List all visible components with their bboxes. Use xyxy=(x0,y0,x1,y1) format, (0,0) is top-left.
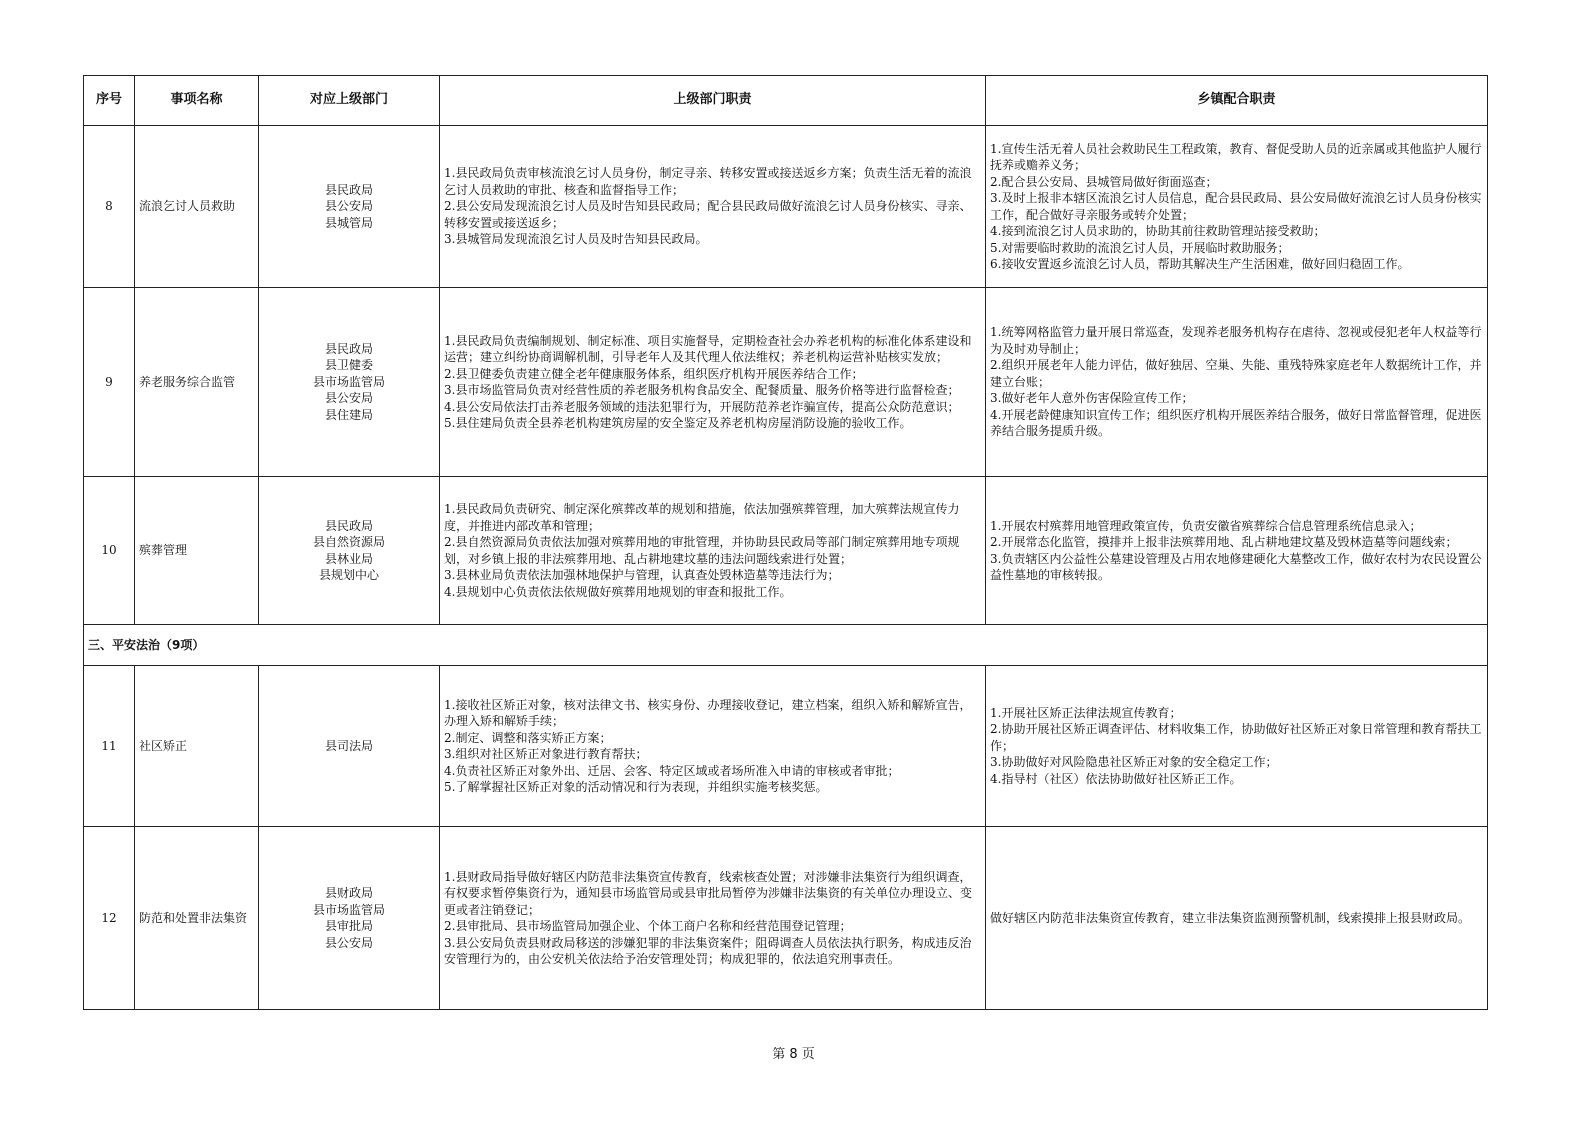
row-item-name: 防范和处置非法集资 xyxy=(135,827,259,1010)
duty-line: 3.组织对社区矫正对象进行教育帮扶； xyxy=(444,747,648,761)
dept: 县市场监管局 xyxy=(312,902,385,917)
section-row xyxy=(84,625,1488,666)
header-town-duty: 乡镇配合职责 xyxy=(986,76,1488,126)
header-upper-duty: 上级部门职责 xyxy=(440,76,986,126)
table-row xyxy=(84,827,1488,1010)
row-no: 11 xyxy=(84,666,135,827)
duty-line: 3.县林业局负责依法加强林地保护与管理，认真查处毁林造墓等违法行为； xyxy=(444,568,840,582)
row-upper-duty xyxy=(440,666,986,827)
dept: 县司法局 xyxy=(324,738,373,753)
duty-line: 2.制定、调整和落实矫正方案； xyxy=(444,730,612,745)
duty-line: 2.县自然资源局负责依法加强对殡葬用地的审批管理，并协助县民政局等部门制定殡葬用地专项规划，对乡镇上报的非法殡葬用地、乱占耕地建坟墓的违法问题线索进行处置； xyxy=(444,535,960,566)
duty-line: 1.统筹网格监管力量开展日常巡查，发现养老服务机构存在虐待、忽视或侵犯老年人权益等行为及时劝导制止； xyxy=(990,325,1482,356)
row-upper-duty xyxy=(440,827,986,1010)
row-upper-duty xyxy=(440,288,986,477)
duty-line: 1.接收社区矫正对象，核对法律文书、核实身份、办理接收登记，建立档案，组织入矫和解矫宣告，办理入矫和解矫手续； xyxy=(444,697,972,728)
row-town-duty xyxy=(986,477,1488,625)
row-no: 8 xyxy=(84,126,135,288)
dept: 县民政局 xyxy=(324,518,373,533)
header-name: 事项名称 xyxy=(135,76,259,126)
row-town-duty xyxy=(986,827,1488,1010)
dept: 县民政局 xyxy=(324,341,373,356)
duty-line: 4.开展老龄健康知识宣传工作；组织医疗机构开展医养结合服务，做好日常监督管理，促进医养结合服务提质升级。 xyxy=(990,407,1482,439)
duty-line: 2.配合县公安局、县城管局做好街面巡查； xyxy=(990,174,1218,189)
duty-line: 6.接收安置返乡流浪乞讨人员，帮助其解决生产生活困难，做好回归稳固工作。 xyxy=(990,257,1410,271)
duty-line: 3.协助做好对风险隐患社区矫正对象的安全稳定工作； xyxy=(990,755,1278,770)
header-no: 序号 xyxy=(84,76,135,126)
dept: 县城管局 xyxy=(324,215,373,230)
row-depts xyxy=(259,477,440,625)
row-no: 12 xyxy=(84,827,135,1010)
duty-line: 做好辖区内防范非法集资宣传教育，建立非法集资监测预警机制，线索摸排上报县财政局。 xyxy=(990,910,1471,925)
duty-line: 4.接到流浪乞讨人员求助的，协助其前往救助管理站接受救助； xyxy=(990,224,1326,238)
row-depts xyxy=(259,126,440,288)
duty-line: 5.了解掌握社区矫正对象的活动情况和行为表现，并组织实施考核奖惩。 xyxy=(444,780,828,794)
table-row xyxy=(84,126,1488,288)
row-depts xyxy=(259,666,440,827)
duty-line: 3.县城管局发现流浪乞讨人员及时告知县民政局。 xyxy=(444,232,708,247)
duty-line: 2.开展常态化监管，摸排并上报非法殡葬用地、乱占耕地建坟墓及毁林造墓等问题线索； xyxy=(990,535,1458,549)
dept: 县自然资源局 xyxy=(312,535,385,549)
duty-line: 4.指导村（社区）依法协助做好社区矫正工作。 xyxy=(990,771,1242,786)
table-row xyxy=(84,477,1488,625)
table-row xyxy=(84,666,1488,827)
dept: 县住建局 xyxy=(324,407,373,422)
dept: 县公安局 xyxy=(324,199,373,214)
section-heading: 三、平安法治（9项） xyxy=(84,625,1488,666)
dept: 县规划中心 xyxy=(318,568,379,582)
row-no: 10 xyxy=(84,477,135,625)
duty-line: 2.组织开展老年人能力评估，做好独居、空巢、失能、重残特殊家庭老年人数据统计工作，并建立台账； xyxy=(990,358,1482,389)
duty-line: 5.对需要临时救助的流浪乞讨人员，开展临时救助服务； xyxy=(990,240,1290,255)
dept: 县卫健委 xyxy=(324,358,373,373)
duty-line: 3.负责辖区内公益性公墓建设管理及占用农地修建硬化大墓整改工作，做好农村为农民设置公益性墓地的审核转报。 xyxy=(990,551,1482,582)
dept: 县民政局 xyxy=(324,182,373,197)
dept: 县市场监管局 xyxy=(312,374,385,389)
row-item-name: 养老服务综合监管 xyxy=(135,288,259,477)
duty-line: 2.协助开展社区矫正调查评估、材料收集工作，协助做好社区矫正对象日常管理和教育帮扶工作； xyxy=(990,722,1482,753)
dept: 县公安局 xyxy=(324,935,373,950)
row-item-name: 流浪乞讨人员救助 xyxy=(135,126,259,288)
duty-line: 1.县财政局指导做好辖区内防范非法集资宣传教育，线索核查处置；对涉嫌非法集资行为组织调查，有权要求暂停集资行为，通知县市场监管局或县审批局暂停为涉嫌非法集资的有关单位办理设立、变更或者注销登记； xyxy=(444,869,973,917)
duty-line: 3.及时上报非本辖区流浪乞讨人员信息，配合县民政局、县公安局做好流浪乞讨人员身份核实工作，配合做好寻亲服务或转介处置； xyxy=(990,191,1482,222)
row-upper-duty xyxy=(440,126,986,288)
dept: 县财政局 xyxy=(324,886,373,900)
duty-line: 3.做好老年人意外伤害保险宣传工作； xyxy=(990,391,1194,406)
row-depts xyxy=(259,288,440,477)
duty-line: 1.县民政局负责编制规划、制定标准、项目实施督导，定期检查社会办养老机构的标准化体系建设和运营；建立纠纷协商调解机制，引导老年人及其代理人依法维权；养老机构运营补贴核实发放； xyxy=(444,333,972,364)
row-depts xyxy=(259,827,440,1010)
row-item-name: 殡葬管理 xyxy=(135,477,259,625)
duty-line: 5.县住建局负责全县养老机构建筑房屋的安全鉴定及养老机构房屋消防设施的验收工作。 xyxy=(444,416,912,430)
duty-line: 1.县民政局负责审核流浪乞讨人员身份，制定寻亲、转移安置或接送返乡方案；负责生活无着的流浪乞讨人员救助的审批、核查和监督指导工作； xyxy=(444,166,972,197)
duty-line: 1.宣传生活无着人员社会救助民生工程政策，教育、督促受助人员的近亲属或其他监护人履行抚养或赡养义务； xyxy=(990,141,1482,172)
table-row xyxy=(84,288,1488,477)
duty-line: 1.开展社区矫正法律法规宣传教育； xyxy=(990,705,1182,720)
dept: 县审批局 xyxy=(324,919,373,933)
row-no: 9 xyxy=(84,288,135,477)
row-item-name: 社区矫正 xyxy=(135,666,259,827)
dept: 县林业局 xyxy=(324,551,373,566)
duty-table xyxy=(83,75,1488,1010)
duty-line: 3.县市场监管局负责对经营性质的养老服务机构食品安全、配餐质量、服务价格等进行监督检查； xyxy=(444,383,960,397)
header-dept: 对应上级部门 xyxy=(259,76,440,126)
row-upper-duty xyxy=(440,477,986,625)
duty-line: 1.开展农村殡葬用地管理政策宣传，负责安徽省殡葬综合信息管理系统信息录入； xyxy=(990,518,1422,533)
header-row xyxy=(84,76,1488,126)
page-number: 第 8 页 xyxy=(772,1047,815,1062)
row-town-duty xyxy=(986,666,1488,827)
dept: 县公安局 xyxy=(324,391,373,406)
duty-line: 2.县审批局、县市场监管局加强企业、个体工商户名称和经营范围登记管理； xyxy=(444,919,852,933)
duty-line: 2.县卫健委负责建立健全老年健康服务体系，组织医疗机构开展医养结合工作； xyxy=(444,366,864,381)
duty-line: 4.负责社区矫正对象外出、迁居、会客、特定区域或者场所准入申请的审核或者审批； xyxy=(444,763,900,778)
duty-line: 2.县公安局发现流浪乞讨人员及时告知县民政局；配合县民政局做好流浪乞讨人员身份核实、寻亲、转移安置或接送返乡； xyxy=(444,199,972,230)
row-town-duty xyxy=(986,288,1488,477)
row-town-duty xyxy=(986,126,1488,288)
duty-line: 3.县公安局负责县财政局移送的涉嫌犯罪的非法集资案件；阻碍调查人员依法执行职务，构成违反治安管理行为的，由公安机关依法给予治安管理处罚；构成犯罪的，依法追究刑事责任。 xyxy=(444,935,972,966)
duty-line: 4.县规划中心负责依法依规做好殡葬用地规划的审查和报批工作。 xyxy=(444,584,792,599)
duty-line: 1.县民政局负责研究、制定深化殡葬改革的规划和措施，依法加强殡葬管理，加大殡葬法规宣传力度，并推进内部改革和管理； xyxy=(444,502,960,533)
duty-line: 4.县公安局依法打击养老服务领域的违法犯罪行为，开展防范养老诈骗宣传，提高公众防范意识； xyxy=(444,399,960,414)
